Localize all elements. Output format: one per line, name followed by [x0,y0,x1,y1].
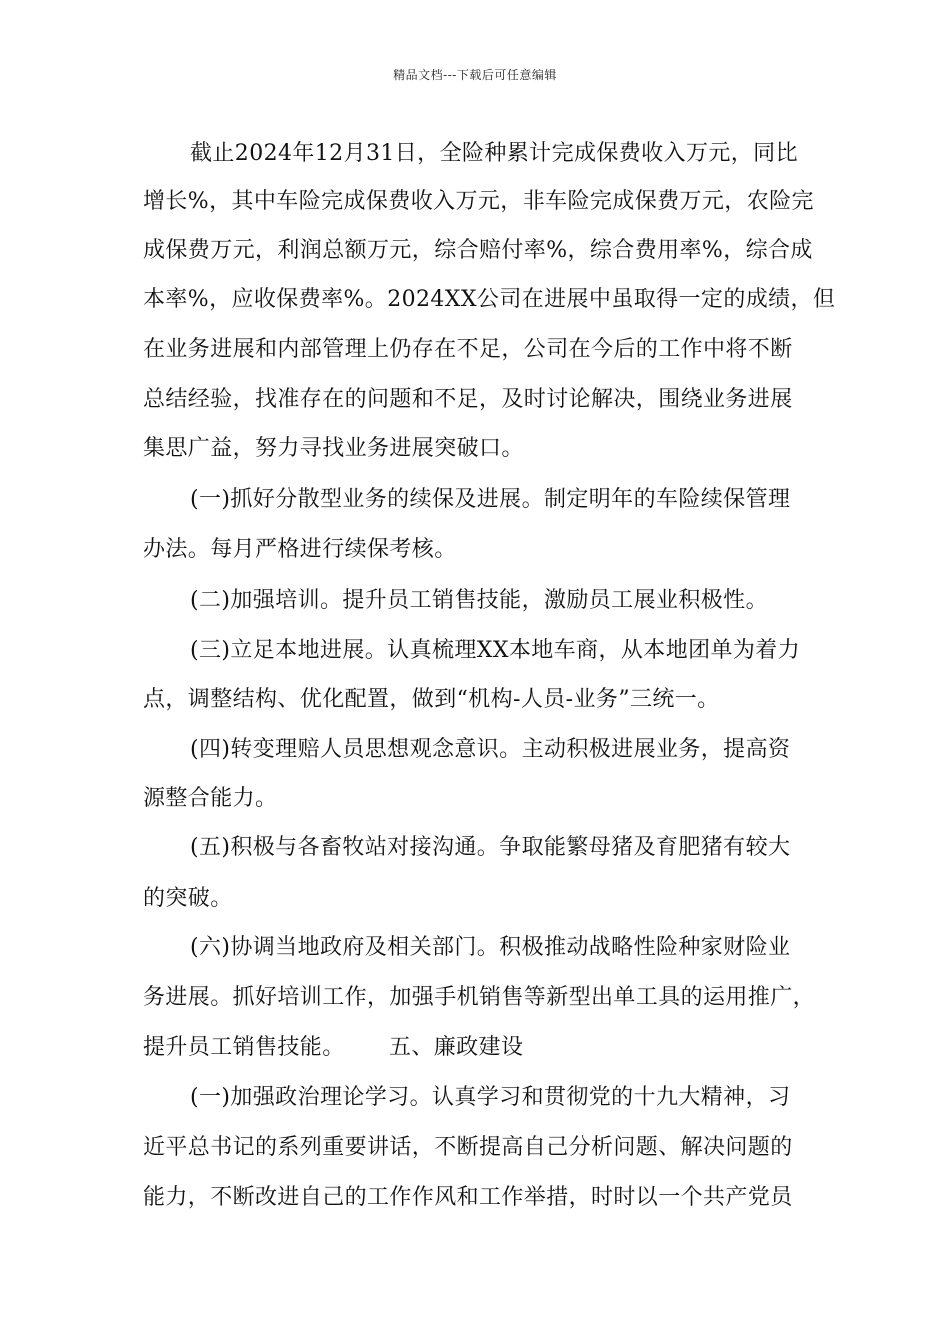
body-line: 办法。每月严格进行续保考核。 [143,537,457,562]
body-line: (三)立足本地进展。认真梳理XX本地车商，从本地团单为着力 [190,638,801,663]
body-line: 集思广益，努力寻找业务进展突破口。 [143,436,524,461]
body-line: (二)加强培训。提升员工销售技能，激励员工展业积极性。 [190,588,768,613]
body-line: 点，调整结构、优化配置，做到“机构-人员-业务”三统一。 [143,687,720,712]
body-line: 能力，不断改进自己的工作作风和工作举措，时时以一个共产党员 [143,1185,793,1210]
body-line: 本率%，应收保费率%。2024XX公司在进展中虽取得一定的成绩，但 [143,287,836,312]
body-line: 在业务进展和内部管理上仍存在不足，公司在今后的工作中将不断 [143,337,793,362]
body-line: 务进展。抓好培训工作，加强手机销售等新型出单工具的运用推广， [143,985,816,1010]
body-line: 增长%，其中车险完成保费收入万元，非车险完成保费万元，农险完 [143,189,814,214]
body-line: 的突破。 [143,886,233,911]
body-line: 提升员工销售技能。 五、廉政建设 [143,1035,524,1060]
body-line: (五)积极与各畜牧站对接沟通。争取能繁母猪及育肥猪有较大 [190,835,791,860]
body-line: 截止2024年12月31日，全险种累计完成保费收入万元，同比 [190,141,798,166]
body-line: 成保费万元，利润总额万元，综合赔付率%，综合费用率%，综合成 [143,238,813,263]
body-line: (一)抓好分散型业务的续保及进展。制定明年的车险续保管理 [190,487,791,512]
body-line: 总结经验，找准存在的问题和不足，及时讨论解决，围绕业务进展 [143,387,793,412]
body-line: 近平总书记的系列重要讲话，不断提高自己分析问题、解决问题的 [143,1135,793,1160]
body-line: 源整合能力。 [143,786,278,811]
body-line: (四)转变理赔人员思想观念意识。主动积极进展业务，提高资 [190,737,791,762]
body-line: (一)加强政治理论学习。认真学习和贯彻党的十九大精神，习 [190,1085,791,1110]
body-line: (六)协调当地政府及相关部门。积极推动战略性险种家财险业 [190,935,791,960]
page-header: 精品文档---下载后可任意编辑 [393,68,557,82]
